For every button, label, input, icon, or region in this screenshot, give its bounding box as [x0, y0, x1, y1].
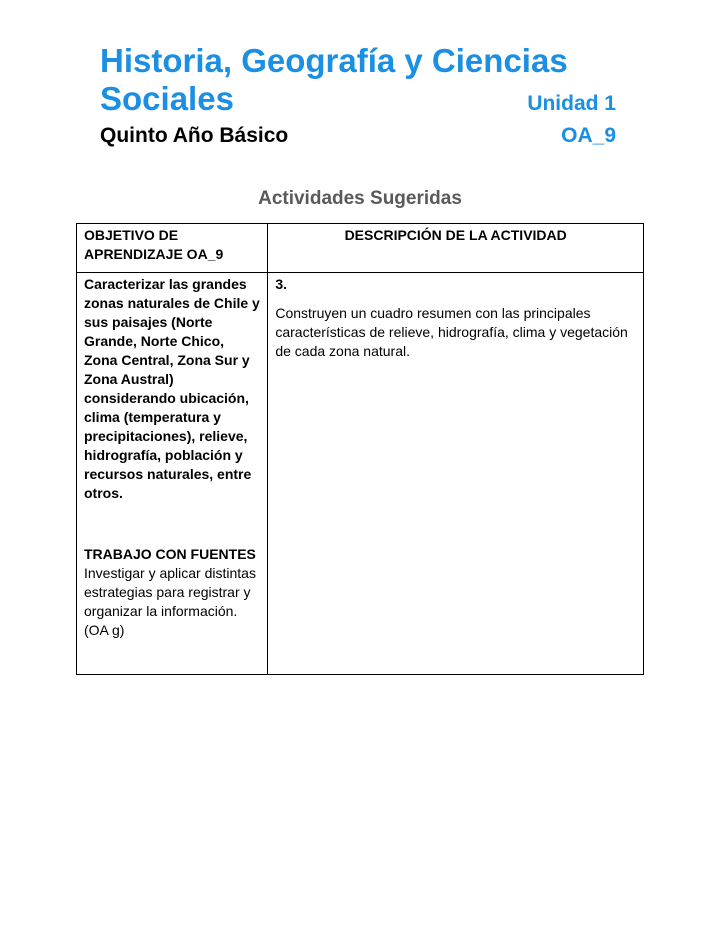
- skills-title: TRABAJO CON FUENTES: [84, 546, 256, 562]
- title-row: [100, 80, 616, 123]
- activities-table: [76, 223, 644, 675]
- objective-header: OBJETIVO DE APRENDIZAJE OA_9: [77, 224, 268, 273]
- subject-title-line2: Sociales: [100, 80, 234, 117]
- unit-label: Unidad 1: [527, 92, 616, 115]
- objective-cell: [77, 273, 268, 675]
- skills-text: Investigar y aplicar distintas estrategias para registrar y organizar la información. (OA g): [84, 565, 256, 638]
- activity-number: 3.: [275, 276, 288, 292]
- subject-title-line1: Historia, Geografía y Ciencias: [100, 42, 568, 79]
- objective-text: Caracterizar las grandes zonas naturales de Chile y sus paisajes (Norte Grande, Norte Chico, Zona Central, Zona Sur y Zona Austral) considerando ubicación, clima (temperatura y precipitaciones), relieve, hidrografía, población y recursos naturales, entre otros.: [84, 276, 260, 501]
- grade-label: Quinto Año Básico: [100, 124, 289, 147]
- section-title: Actividades Sugeridas: [258, 188, 462, 209]
- activity-text: Construyen un cuadro resumen con las principales características de relieve, hidrografía, clima y vegetación de cada zona natural.: [275, 305, 628, 359]
- document-header: [100, 42, 616, 148]
- activity-cell: [268, 273, 644, 675]
- subtitle-row: [100, 124, 616, 148]
- description-header: DESCRIPCIÓN DE LA ACTIVIDAD: [268, 224, 644, 273]
- table-row: [77, 273, 644, 675]
- table-header-row: [77, 224, 644, 273]
- oa-code: OA_9: [561, 124, 616, 147]
